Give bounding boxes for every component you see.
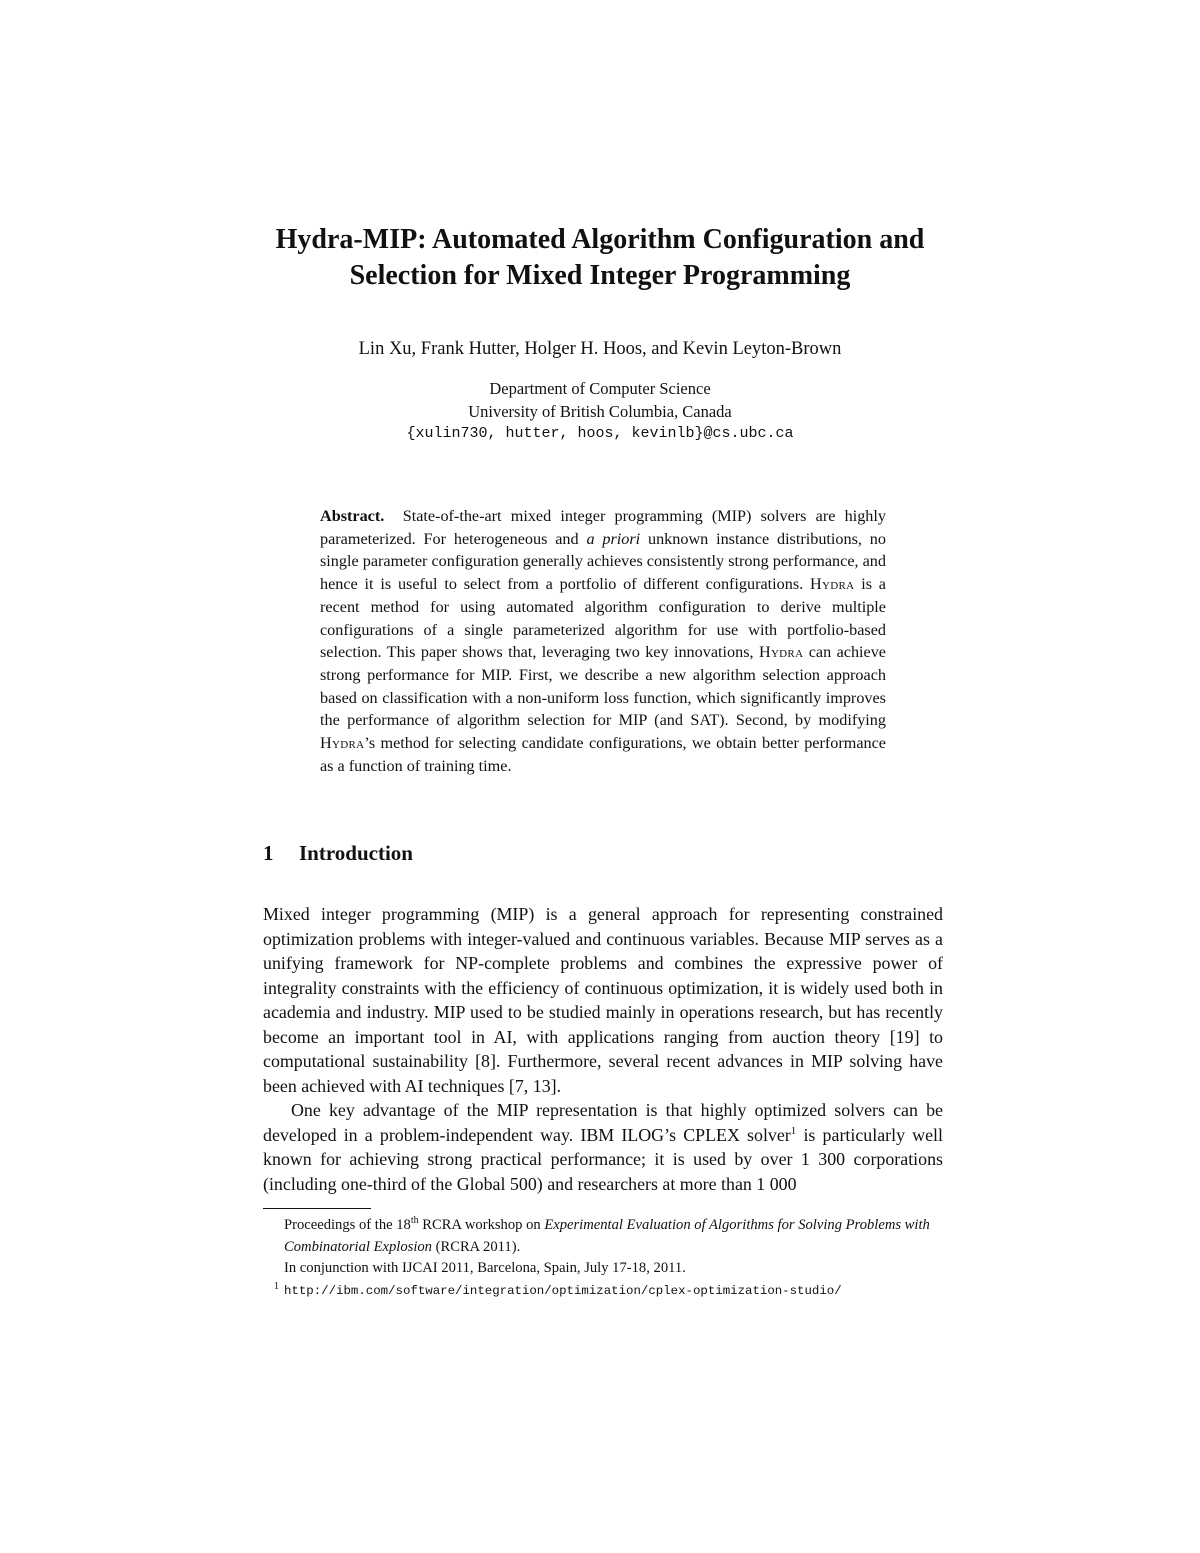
footnote-ref-1[interactable]: 1 [790, 1124, 797, 1137]
proceedings-note [263, 1215, 953, 1258]
footnote-1 [263, 1280, 953, 1303]
abstract [320, 505, 886, 777]
intro-paragraph-1: Mixed integer programming (MIP) is a general approach for representing constrained optimization problems with integer-valued and continuous variables. Because MIP serves as a unifying framework for NP-complete problems and combines the expressive power of integrality constraints with the efficiency of continuous optimization, it is widely used both in academia and industry. MIP used to be studied mainly in operations research, but has recently become an important tool in AI, with applications ranging from auction theory [19] to computational sustainability [8]. Furthermore, several recent advances in MIP solving have been achieved with AI techniques [7, 13]. [263, 904, 943, 1096]
author-emails: {xulin730, hutter, hoos, kevinlb}@cs.ubc.ca [406, 425, 794, 442]
workshop-title: Experimental Evaluation of Algorithms for Solving Problems with Combinatorial Explosion [284, 1217, 930, 1255]
footnote-rule [263, 1208, 371, 1209]
author-list: Lin Xu, Frank Hutter, Holger H. Hoos, and Kevin Leyton-Brown [358, 339, 842, 359]
hydra-name: Hydra [320, 734, 365, 753]
proceedings-ordinal: th [410, 1215, 419, 1227]
abstract-text-1: State-of-the-art mixed integer programming (MIP) solvers are highly parameterized. For heterogeneous and [320, 507, 886, 548]
title-line-2: Selection for Mixed Integer Programming [349, 260, 851, 291]
proceedings-text-b: RCRA workshop on [418, 1217, 545, 1233]
section-number: 1 [263, 841, 274, 865]
intro-paragraph-2 [263, 1098, 943, 1196]
intro-paragraph-2-text-b: is particularly well known for achieving strong practical performance; it is used by over 1 300 corporations (including one-third of the Global 500) and researchers at more than 1 000 [263, 1124, 943, 1194]
footnote-1-mark: 1 [274, 1280, 279, 1292]
abstract-text-3: is a recent method for using automated algorithm configuration to derive multiple configurations of a single parameterized algorithm for use with portfolio-based selection. This paper shows that, leveraging two key innovations, [320, 575, 886, 662]
hydra-name: Hydra [758, 643, 804, 662]
proceedings-text-a: Proceedings of the 18 [284, 1217, 411, 1233]
proceedings-text-c: (RCRA 2011). [431, 1238, 521, 1255]
paper-title [150, 222, 1050, 294]
footnotes [263, 1215, 953, 1302]
hydra-name: Hydra [810, 575, 855, 594]
conjunction-note: In conjunction with IJCAI 2011, Barcelona, Spain, July 17-18, 2011. [284, 1260, 686, 1276]
abstract-text-2: unknown instance distributions, no single parameter configuration generally achieves consistently strong performance, and hence it is useful to select from a portfolio of different configurations. [320, 529, 886, 594]
introduction-body [263, 902, 943, 1196]
abstract-text-5: ’s method for selecting candidate configurations, we obtain better performance as a function of training time. [320, 734, 886, 775]
section-title: Introduction [299, 841, 413, 865]
university: University of British Columbia, Canada [468, 401, 732, 421]
abstract-text-4: can achieve strong performance for MIP. First, we describe a new algorithm selection approach based on classification with a non-uniform loss function, which significantly improves the performance of algorithm selection for MIP (and SAT). Second, by modifying [320, 643, 886, 730]
abstract-italic-a-priori: a priori [586, 529, 641, 548]
intro-paragraph-2-text-a: One key advantage of the MIP representation is that highly optimized solvers can be developed in a problem-independent way. IBM ILOG’s CPLEX solver [263, 1100, 943, 1145]
affiliation [150, 378, 1050, 446]
title-line-1: Hydra-MIP: Automated Algorithm Configuration and [275, 224, 925, 255]
footnote-1-url[interactable]: http://ibm.com/software/integration/optimization/cplex-optimization-studio/ [284, 1283, 842, 1298]
abstract-label: Abstract. [320, 507, 385, 525]
department: Department of Computer Science [489, 379, 711, 398]
section-heading-introduction [263, 839, 413, 867]
